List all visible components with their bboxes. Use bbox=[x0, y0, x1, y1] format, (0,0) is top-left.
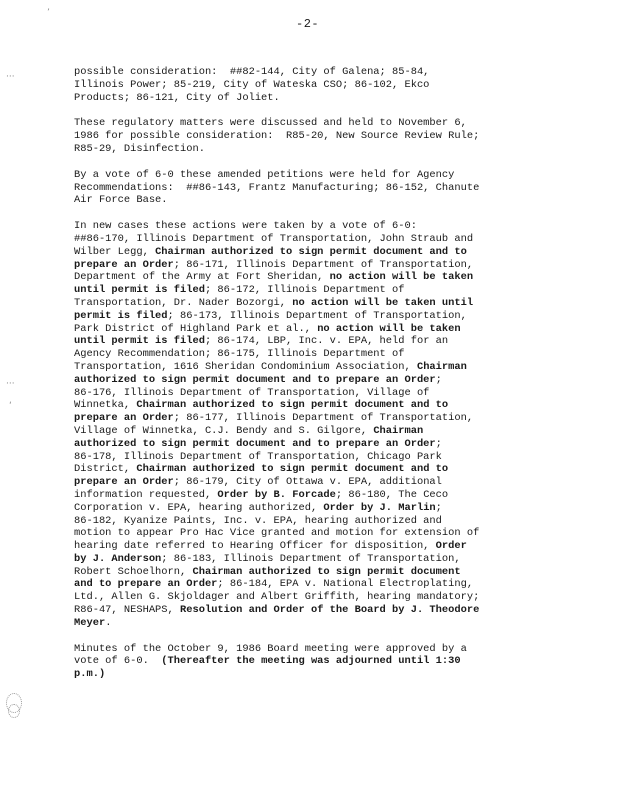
text-run: Park District of Highland Park et al., bbox=[74, 322, 318, 335]
text-run: ; 86-184, EPA v. National Electroplating, bbox=[217, 578, 474, 591]
paragraph-held-matters bbox=[74, 66, 574, 104]
text-line bbox=[74, 463, 574, 476]
paragraph-minutes bbox=[74, 643, 574, 681]
text-run: Transportation, 1616 Sheridan Condominium Association, bbox=[74, 360, 417, 373]
bold-text: prepare an Order bbox=[74, 258, 174, 271]
text-line bbox=[74, 169, 574, 182]
text-run: District, bbox=[74, 463, 137, 476]
text-run: Air Force Base. bbox=[74, 194, 168, 207]
text-line bbox=[74, 323, 574, 336]
text-run: In new cases these actions were taken by a vote of 6-0: bbox=[74, 220, 417, 233]
text-line bbox=[74, 438, 574, 451]
text-run: Products; 86-121, City of Joliet. bbox=[74, 91, 280, 104]
text-line bbox=[74, 566, 574, 579]
bold-text: Order by J. Marlin bbox=[323, 501, 436, 514]
text-run: motion to appear Pro Hac Vice granted and motion for extension of bbox=[74, 527, 480, 540]
text-run: ##86-170, Illinois Department of Transportation, John Straub and bbox=[74, 232, 474, 245]
text-line bbox=[74, 374, 574, 387]
text-line bbox=[74, 259, 574, 272]
text-run: ; 86-180, The Ceco bbox=[335, 488, 449, 501]
text-run: ; 86-179, City of Ottawa v. EPA, additional bbox=[173, 476, 442, 489]
text-line bbox=[74, 310, 574, 323]
text-run: 86-178, Illinois Department of Transportation, Chicago Park bbox=[74, 450, 442, 463]
bold-text: Chairman bbox=[416, 360, 467, 373]
text-line bbox=[74, 297, 574, 310]
document-body bbox=[74, 66, 574, 694]
text-line bbox=[74, 655, 574, 668]
text-run: ; bbox=[435, 437, 442, 450]
bold-text: prepare an Order bbox=[74, 476, 174, 489]
text-line bbox=[74, 130, 574, 143]
text-line bbox=[74, 412, 574, 425]
text-line bbox=[74, 92, 574, 105]
text-line bbox=[74, 143, 574, 156]
text-line bbox=[74, 246, 574, 259]
bold-text: Meyer bbox=[74, 616, 106, 629]
text-run: 86-176, Illinois Department of Transportation, Village of bbox=[74, 386, 430, 399]
margin-mark: ‘ bbox=[9, 401, 12, 411]
text-run: 86-182, Kyanize Paints, Inc. v. EPA, hearing authorized and bbox=[74, 514, 442, 527]
punch-hole-mark bbox=[8, 704, 20, 718]
bold-text: (Thereafter the meeting was adjourned until 1:30 bbox=[161, 655, 461, 668]
text-run: 1986 for possible consideration: R85-20, New Source Review Rule; bbox=[74, 130, 480, 143]
text-run: ; 86-172, Illinois Department of bbox=[204, 284, 405, 297]
page-number: -2- bbox=[296, 17, 320, 31]
text-line bbox=[74, 643, 574, 656]
text-run: . bbox=[105, 616, 112, 629]
text-run: Winnetka, bbox=[74, 399, 137, 412]
text-line bbox=[74, 79, 574, 92]
paragraph-regulatory-matters bbox=[74, 117, 574, 155]
bold-text: no action will be taken bbox=[329, 271, 474, 284]
bold-text: no action will be taken bbox=[317, 322, 461, 335]
text-line bbox=[74, 233, 574, 246]
text-line bbox=[74, 489, 574, 502]
text-line bbox=[74, 502, 574, 515]
text-run: ; bbox=[435, 373, 442, 386]
text-line bbox=[74, 527, 574, 540]
paragraph-new-cases bbox=[74, 220, 574, 630]
bold-text: Chairman bbox=[373, 424, 424, 437]
text-run: ; 86-177, Illinois Department of Transportation, bbox=[173, 412, 474, 425]
text-line bbox=[74, 604, 574, 617]
bold-text: Chairman authorized to sign permit document bbox=[192, 565, 461, 578]
text-line bbox=[74, 540, 574, 553]
text-run: Transportation, Dr. Nader Bozorgi, bbox=[74, 296, 293, 309]
paragraph-amended-petitions bbox=[74, 169, 574, 207]
text-run: Robert Schoelhorn, bbox=[74, 565, 193, 578]
text-run: ; bbox=[435, 501, 442, 514]
margin-mark: ··· bbox=[6, 72, 15, 82]
bold-text: Order by B. Forcade bbox=[217, 488, 336, 501]
text-line bbox=[74, 220, 574, 233]
text-line bbox=[74, 361, 574, 374]
text-line bbox=[74, 117, 574, 130]
text-line bbox=[74, 387, 574, 400]
text-run: R85-29, Disinfection. bbox=[74, 142, 205, 155]
bold-text: Chairman authorized to sign permit document and to bbox=[136, 399, 449, 412]
text-run: Department of the Army at Fort Sheridan, bbox=[74, 271, 330, 284]
text-line bbox=[74, 194, 574, 207]
text-run: Corporation v. EPA, hearing authorized, bbox=[74, 501, 324, 514]
text-run: Minutes of the October 9, 1986 Board meeting were approved by a bbox=[74, 642, 467, 655]
text-line bbox=[74, 335, 574, 348]
bold-text: permit is filed bbox=[74, 309, 168, 322]
bold-text: Resolution and Order of the Board by J. Theodore bbox=[180, 604, 480, 617]
text-line bbox=[74, 617, 574, 630]
text-run: hearing date referred to Hearing Officer for disposition, bbox=[74, 540, 436, 553]
margin-mark: ··· bbox=[6, 379, 15, 389]
text-run: Wilber Legg, bbox=[74, 245, 156, 258]
text-line bbox=[74, 668, 574, 681]
text-run: Illinois Power; 85-219, City of Wateska CSO; 86-102, Ekco bbox=[74, 78, 430, 91]
bold-text: Order bbox=[435, 540, 467, 553]
bold-text: and to prepare an Order bbox=[74, 578, 218, 591]
text-line bbox=[74, 451, 574, 464]
bold-text: p.m.) bbox=[74, 668, 106, 681]
text-run: R86-47, NESHAPS, bbox=[74, 604, 181, 617]
text-run: By a vote of 6-0 these amended petitions were held for Agency bbox=[74, 168, 455, 181]
bold-text: authorized to sign permit document and to prepare an Order bbox=[74, 437, 436, 450]
bold-text: prepare an Order bbox=[74, 412, 174, 425]
text-line bbox=[74, 476, 574, 489]
text-run: possible consideration: ##82-144, City of Galena; 85-84, bbox=[74, 66, 430, 78]
text-line bbox=[74, 399, 574, 412]
margin-mark: ’ bbox=[47, 8, 50, 18]
text-line bbox=[74, 591, 574, 604]
text-line bbox=[74, 66, 574, 79]
text-run: Village of Winnetka, C.J. Bendy and S. Gilgore, bbox=[74, 424, 374, 437]
bold-text: Chairman authorized to sign permit document and to bbox=[136, 463, 449, 476]
text-run: ; 86-173, Illinois Department of Transportation, bbox=[167, 309, 467, 322]
bold-text: Chairman authorized to sign permit document and to bbox=[155, 245, 467, 258]
text-line bbox=[74, 271, 574, 284]
bold-text: no action will be taken until bbox=[292, 296, 474, 309]
bold-text: by J. Anderson bbox=[74, 552, 162, 565]
text-line bbox=[74, 425, 574, 438]
text-line bbox=[74, 578, 574, 591]
text-line bbox=[74, 284, 574, 297]
text-run: Agency Recommendation; 86-175, Illinois Department of bbox=[74, 348, 405, 361]
bold-text: authorized to sign permit document and to prepare an Order bbox=[74, 373, 436, 386]
text-line bbox=[74, 182, 574, 195]
text-line bbox=[74, 553, 574, 566]
text-run: information requested, bbox=[74, 488, 218, 501]
text-run: These regulatory matters were discussed and held to November 6, bbox=[74, 117, 467, 130]
bold-text: until permit is filed bbox=[74, 284, 205, 297]
bold-text: until permit is filed bbox=[74, 335, 205, 348]
text-run: ; 86-183, Illinois Department of Transportation, bbox=[161, 552, 461, 565]
text-run: ; 86-174, LBP, Inc. v. EPA, held for an bbox=[204, 335, 449, 348]
text-run: Recommendations: ##86-143, Frantz Manufacturing; 86-152, Chanute bbox=[74, 181, 480, 194]
text-run: ; 86-171, Illinois Department of Transportation, bbox=[173, 258, 474, 271]
text-line bbox=[74, 348, 574, 361]
text-run: vote of 6-0. bbox=[74, 655, 162, 668]
text-run: Ltd., Allen G. Skjoldager and Albert Griffith, hearing mandatory; bbox=[74, 591, 480, 604]
text-line bbox=[74, 515, 574, 528]
